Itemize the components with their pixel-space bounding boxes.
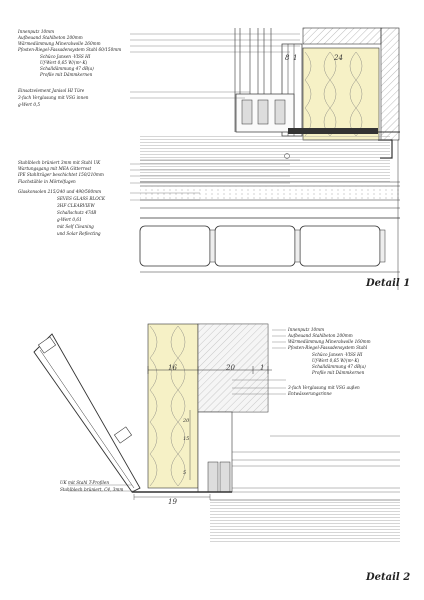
concrete-slab xyxy=(303,28,381,44)
d1-label-11: g-Wert 0,5 xyxy=(18,102,40,107)
d2-label-1: Innenputz 10mm xyxy=(288,327,325,332)
d1-label-2: Aufbeuand Stahlbeton 200mm xyxy=(18,35,83,40)
d2-vdim-15: 15 xyxy=(183,436,190,442)
d1-label-19: Schallschutz 47dB xyxy=(57,210,97,215)
floor-beam xyxy=(288,128,378,134)
d2-label-left-1: UK mit Stahl T-Profilen xyxy=(60,480,110,485)
d1-label-7: Schalldämmung 47 dB(a) xyxy=(40,66,94,71)
d2-label-left-2: Stahlblech brüniert, C4, 3mm xyxy=(60,487,124,492)
d1-dim-1: 1 xyxy=(293,54,298,62)
d2-dim-1: 1 xyxy=(260,364,265,372)
d1-label-1: Innenputz 10mm xyxy=(18,29,55,34)
d1-label-16: Glaskonsolen 215/240 und 490/500mm xyxy=(18,189,102,194)
d1-label-18: 3HF CLEARVIEW xyxy=(57,203,95,208)
glass-block-row xyxy=(140,226,385,266)
concrete-wall xyxy=(381,28,399,140)
d2-dim-19: 19 xyxy=(168,498,177,506)
d1-label-17: SEVES GLASS BLOCK xyxy=(57,196,105,201)
d2-dim-16: 16 xyxy=(168,364,177,372)
d1-label-3: Wärmedämmung Mineralwolle 260mm xyxy=(18,41,101,46)
d1-label-5: Schüco Jansen -VISS HI xyxy=(40,54,91,59)
d1-label-4: Pfosten-Riegel-Fassadensystem Stahl 60/150mm xyxy=(18,47,122,52)
d2-label-8: Profile mit Dämmkernen xyxy=(312,370,365,375)
d2-label-7: Schalldämmung 47 dB(a) xyxy=(312,364,366,369)
d2-label-4: Pfosten-Riegel-Fassadensystem Stahl xyxy=(288,345,368,350)
d1-label-10: 3-fach Verglasung mit VSG innen xyxy=(18,95,89,100)
d1-label-22: und Solar Reflecting xyxy=(57,231,101,236)
floor-slab-2 xyxy=(210,500,400,542)
d2-label-9: 3-fach Verglasung mit VSG außen xyxy=(288,385,360,390)
d1-label-8: Profile mit Dämmkernen xyxy=(40,72,93,77)
d1-dim-24: 24 xyxy=(334,54,343,62)
d1-label-14: IPE Stahlträger beschichtet 150/210mm xyxy=(18,172,104,177)
d2-label-5: Schüco Jansen -VISS HI xyxy=(312,352,363,357)
d2-dim-20: 20 xyxy=(226,364,235,372)
d2-label-10: Entwässerungsrinne xyxy=(288,391,332,396)
d2-label-3: Wärmedämmung Mineralwolle 160mm xyxy=(288,339,371,344)
insulation-block-2 xyxy=(148,324,198,488)
d2-label-6: Uf-Wert 0,65 W/(m²·K) xyxy=(312,358,360,363)
detail-1-title: Detail 1 xyxy=(366,278,411,289)
d1-label-9: Einsatzelement Janisol HI Türe xyxy=(18,88,85,93)
d1-dim-8: 8 xyxy=(285,54,290,62)
maintenance-grate xyxy=(140,136,390,182)
d1-label-21: mit Self Cleaning xyxy=(57,224,94,229)
d1-label-6: Uf-Wert 0,65 W/(m²·K) xyxy=(40,60,88,65)
detail-1-drawing xyxy=(130,28,400,290)
d2-vdim-5: 5 xyxy=(183,470,187,476)
d1-label-12: Stahlblech brüniert 3mm mit Stahl UK xyxy=(18,160,101,165)
d1-label-13: Wartungsgang mit MEA Gitterrost xyxy=(18,166,92,171)
d2-vdim-20: 20 xyxy=(183,418,190,424)
cladding-sheet xyxy=(34,334,140,492)
d2-label-2: Aufbeuand Stahlbeton 200mm xyxy=(288,333,353,338)
detail-2-title: Detail 2 xyxy=(366,572,411,583)
d1-label-20: g-Wert 0,61 xyxy=(57,217,82,222)
d1-label-15: Flachstähle in Mörtelfugen xyxy=(18,179,76,184)
